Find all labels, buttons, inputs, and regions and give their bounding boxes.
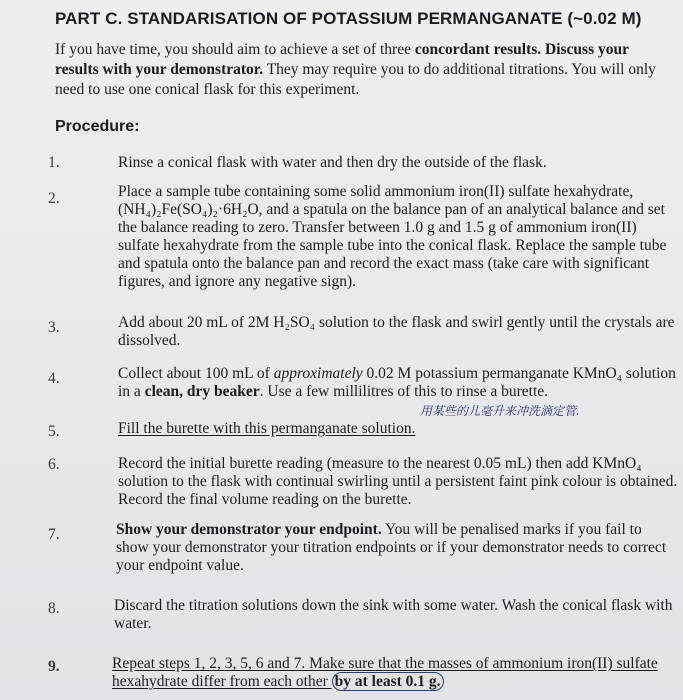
step-4-part: 0.02 M potassium permanganate KMnO₄ solution in a	[118, 365, 676, 400]
step-7-text	[116, 521, 676, 575]
step-4-bold: clean, dry beaker	[144, 383, 260, 400]
step-number: 3.	[48, 319, 60, 336]
step-number: 1.	[48, 154, 60, 171]
step-9-text	[112, 655, 672, 691]
step-4-text	[118, 365, 678, 401]
step-7-bold: Show your demonstrator your endpoint.	[116, 521, 382, 538]
handwritten-note: 用某些的儿毫升来冲洗滴定管.	[420, 404, 580, 418]
step-2-text: Place a sample tube containing some solid ammonium iron(II) sulfate hexahydrate, (NH₄)₂Fe(SO₄)₂·6H₂O, and a spatula on the balance pan of an analytical balance and set the balance reading to zero. Transfer between 1.0 g and 1.5 g of ammonium iron(II) sulfate hexahydrate from the sample tube into the conical flask. Replace the sample tube and spatula onto the balance pan and record the exact mass (take care with significant figures, and ignore any negative sign).	[118, 183, 667, 290]
step-number: 6.	[48, 456, 60, 473]
step-6-text: Record the initial burette reading (measure to the nearest 0.05 mL) then add KMnO₄ solution to the flask with continual swirling until a persistent faint pink colour is obtained. Record the final volume reading on the burette.	[118, 455, 678, 508]
intro-paragraph	[55, 40, 667, 100]
step-number: 2.	[48, 190, 60, 207]
step-number: 5.	[48, 423, 60, 440]
intro-text: They may require you to do additional titrations. You will only need to use one conical flask for this experiment.	[55, 61, 656, 98]
step-9-bold: by at least 0.1 g.	[332, 672, 444, 691]
intro-text: If you have time, you should aim to achieve a set of three	[55, 41, 415, 58]
step-5-text: Fill the burette with this permanganate solution.	[118, 420, 416, 437]
step-8-text: Discard the titration solutions down the sink with some water. Wash the conical flask with water.	[114, 597, 673, 632]
step-9-part: Repeat steps 1, 2, 3, 5, 6 and 7. Make sure that the masses of ammonium iron(II) sulfate hexahydrate differ from each other	[112, 655, 658, 690]
step-number: 9.	[48, 658, 60, 675]
step-4-italic: approximately	[273, 365, 363, 382]
step-3-text: Add about 20 mL of 2M H₂SO₄ solution to the flask and swirl gently until the crystals are dissolved.	[118, 314, 675, 349]
intro-bold-concordant: concordant results.	[414, 41, 542, 58]
page-title: PART C. STANDARISATION OF POTASSIUM PERMANGANATE (~0.02 M)	[55, 9, 642, 28]
step-4-part: Collect about 100 mL of	[118, 365, 274, 382]
step-number: 8.	[48, 600, 60, 617]
step-number: 7.	[48, 526, 60, 543]
intro-bold-discuss: Discuss your results with your demonstrator.	[55, 41, 629, 78]
step-number: 4.	[48, 370, 60, 387]
step-1-text: Rinse a conical flask with water and then dry the outside of the flask.	[118, 154, 547, 171]
procedure-heading: Procedure:	[55, 118, 140, 135]
step-7-part: You will be penalised marks if you fail to show your demonstrator your titration endpoints or if your demonstrator needs to correct your endpoint value.	[116, 521, 667, 574]
step-4-part: . Use a few millilitres of this to rinse a burette.	[259, 383, 549, 400]
